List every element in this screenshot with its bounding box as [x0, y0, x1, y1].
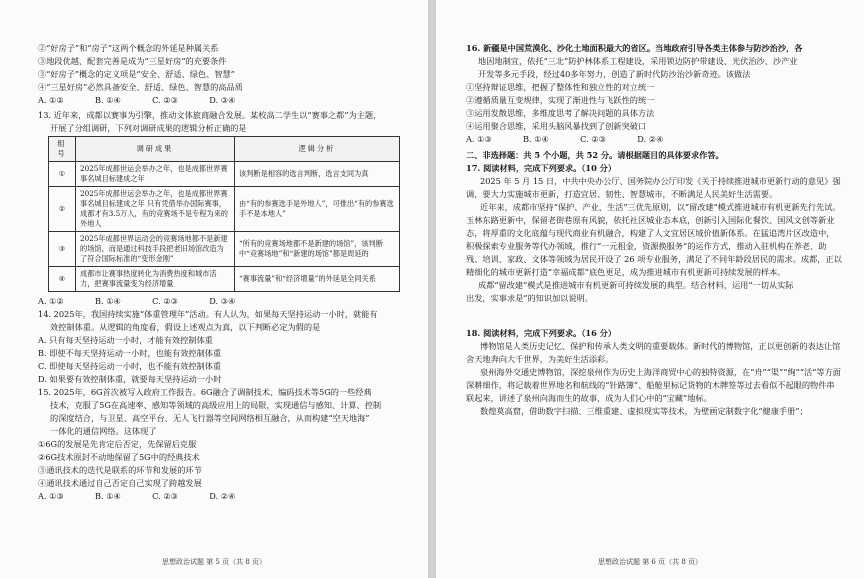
q16-option: ④运用聚合思维，采用头脑风暴找到了创新突破口 [466, 121, 647, 131]
question-17 [466, 162, 842, 305]
q12-options [38, 42, 408, 107]
table-cell-result: 2025年成都世运会举办之年，也是成都世界赛事名城目标建成之年 [76, 162, 235, 187]
q14-option: A. 只有每天坚持运动一小时，才能有效控制体重 [38, 335, 213, 345]
table-header-row [49, 137, 400, 162]
q12-answer-choices: A. ①② B. ①④ C. ②③ D. ③④ [38, 95, 236, 105]
q15-stem-line: 一体化的通信网络。这体现了 [50, 426, 157, 436]
q15-option: ③通讯技术的迭代是联系的环节和发展的环节 [38, 465, 202, 475]
table-cell-group: ③ [49, 232, 76, 267]
q16-answer-choices: A. ①③ B. ①④ C. ②③ D. ②④ [466, 134, 664, 144]
table-cell-group: ④ [49, 267, 76, 292]
answer-space [466, 305, 842, 327]
table-cell-analysis: “赛事流量”和“经济增量”的外延是全同关系 [235, 267, 400, 292]
exam-page-5 [0, 0, 428, 578]
question-14 [38, 308, 408, 386]
q16-option: ③运用发散思维，多维度思考了解决问题的具体方法 [466, 108, 655, 118]
q18-material-paragraph: 博物馆是人类历史记忆、保护和传承人类文明的重要载体。新时代的博物馆，正以更创新的表达让馆舍天地奔向大千世界，为美好生活添彩。 [466, 341, 841, 364]
table-row [49, 232, 400, 267]
q13-answer-choices: A. ①② B. ①④ C. ②③ D. ③④ [38, 296, 236, 306]
table-row [49, 162, 400, 187]
table-header-cell: 组号 [49, 137, 76, 162]
q16-stem-line: 开发等多元手段，经过40多年努力，创造了新时代防沙治沙新奇迹。该做法 [478, 69, 751, 79]
q12-option: ②“好房子”和“房子”这两个概念的外延是种属关系 [38, 43, 219, 53]
q14-option: C. 即使每天坚持运动一小时，也不能有效控制体重 [38, 361, 222, 371]
q15-option: ①6G的发展是先肯定后否定，先保留后克服 [38, 439, 197, 449]
q18-heading: 18. 阅读材料，完成下列要求。（16 分） [466, 328, 617, 338]
table-cell-analysis: “所有的竞赛场地都不是新建的场馆”，该判断中“竞赛场地”和“新建的场馆”都是周延的 [235, 232, 400, 267]
question-16 [466, 42, 842, 146]
q18-material-paragraph: 泉州海外交通史博物馆，深挖泉州作为历史上海洋商贸中心的独特资源，在“舟”“渠”“绚”“活”等方面深耕细作，将记载着世界地名和航线的“针路簿”、船舱里标记货物的木牌签等过去看似不起眼的物件串联起来，讲述了泉州向海而生的故事，成为人们心中的“宝藏”地标。 [466, 367, 841, 403]
q17-material-paragraph: 2025 年 5 月 15 日，中共中央办公厅、国务院办公厅印发《关于持续推进城市更新行动的意见》强调，要大力实施城市更新，打造宜居、韧性、智慧城市，不断满足人民美好生活需要。 [466, 176, 841, 199]
q18-material-paragraph: 数煌莫高窟，借助数字扫描、三维重建、虚拟现实等技术，为壁画定制数字化“健康手册”； [480, 406, 808, 416]
table-cell-result: 成都市让赛事热度转化为消费热度和城市活力，把赛事流量变为经济增量 [76, 267, 235, 292]
table-cell-result: 2025年成都世运会举办之年，也是成都世界赛事名城目标建成之年 只有凭借举办国际赛事，成都才有3.5万人，有的竞赛场不是专程为来的外地人 [76, 187, 235, 232]
q15-option: ②6G技术原封不动地保留了5G中的经典技术 [38, 452, 200, 462]
question-18 [466, 327, 842, 418]
q17-heading: 17. 阅读材料，完成下列要求。（10 分） [466, 163, 617, 173]
q14-stem-line: 14. 2025年，我国持续实施“体重管理年”活动。有人认为，如果每天坚持运动一小时，就能有 [38, 309, 378, 319]
q12-option: ③“好房子”概念的定义项是“安全、舒适、绿色、智慧” [38, 69, 235, 79]
table-cell-group: ① [49, 162, 76, 187]
q15-option: ④通讯技术通过自己否定自己实现了跨越发展 [38, 478, 202, 488]
table-row [49, 187, 400, 232]
q17-material-paragraph: 近年来，成都市坚持“保护、产业、生活”三优先原则，以“留改建”模式推进城市有机更新先行先试。玉林东路更新中，保留老街巷原有风貌，依托社区城业态本底，创新引入国际化餐饮、国风文创等新业态，将厚重的文化底蕴与现代商业有机融合，构建了人文宜居区域价值新体系。在猛追湾片区改造中，积极探索专业服务等代办领域，推行“一元租金，资源换服务”的运作方式，推动入驻机构在养老、助残、培训、家政、文体等领域为居民开设了 26 项专业服务，满足了不同年龄段居民的需求。成都，正以精细化的城市更新打造“幸福成都”底色更足，成为推进城市有机更新可持续发展的样本。 [466, 202, 842, 277]
exam-page-6 [436, 0, 864, 578]
table-cell-analysis: 由“有的参赛选手是外地人”，可推出“有的参赛选手不是本地人” [235, 187, 400, 232]
q15-stem-line: 15. 2025年，6G首次被写入政府工作报告。6G融合了调制技术、编码技术等5G的一些经典 [38, 387, 372, 397]
table-header-cell: 逻辑分析 [235, 137, 400, 162]
q16-stem-line: 地因地制宜，依托“三北”防护林体系工程建设，采用锁边防护带建设、光伏治沙、沙产业 [478, 56, 798, 66]
q13-logic-table [48, 136, 400, 292]
table-header-cell: 调研成果 [76, 137, 235, 162]
q13-stem-line: 开展了分组调研，下列对调研成果的逻辑分析正确的是 [50, 123, 247, 133]
question-15 [38, 386, 408, 503]
q15-answer-choices: A. ①③ B. ①④ C. ②③ D. ②④ [38, 491, 236, 501]
question-13 [38, 109, 408, 308]
page-footer: 思想政治试题 第 5 页（共 8 页） [161, 558, 267, 566]
section-heading: 二、非选择题：共 5 个小题，共 52 分。请根据题目的具体要求作答。 [466, 150, 724, 160]
table-cell-analysis: 该判断是相容的选言判断，选言支同为真 [235, 162, 400, 187]
q13-stem-line: 13. 近年来，成都以赛事为引擎，推动文体旅商融合发展。某校高二学生以“赛事之都”为主题， [38, 110, 382, 120]
q16-option: ②遵循质量互变规律，实现了渐进性与飞跃性的统一 [466, 95, 655, 105]
q17-task-line: 成都“留改建”模式是推进城市有机更新可持续发展的典型。结合材料，运用“一切从实际 [478, 280, 794, 290]
page-footer: 思想政治试题 第 6 页（共 8 页） [597, 558, 703, 566]
table-cell-group: ② [49, 187, 76, 232]
q14-option: B. 即使不每天坚持运动一小时，也能有效控制体重 [38, 348, 222, 358]
table-row [49, 267, 400, 292]
q12-option: ④“三星好房”必然具备安全、舒适、绿色、智慧的高品质 [38, 82, 243, 92]
q16-stem-line: 16. 新疆是中国荒漠化、沙化土地面积最大的省区。当地政府引导各类主体参与防沙治沙，各 [466, 43, 803, 53]
q17-task-line: 出发，实事求是”的知识加以说明。 [466, 293, 593, 303]
q15-stem-line: 技术，克服了5G在高速率、感知等领域的高级应用上的局限，实现通信与感知、计算、控制 [50, 400, 382, 410]
page-gutter [428, 0, 436, 578]
q14-stem-line: 效控制体重。从逻辑的角度看，假设上述观点为真，以下判断必定为假的是 [50, 322, 321, 332]
table-cell-result: 2025年成都世界运动会的竞赛场地都不是新建的场馆，而是通过科技手段把老旧场馆改造为了符合国际标准的“变形金刚” [76, 232, 235, 267]
q12-option: ③地段优越、配套完善是成为“三星好房”的充要条件 [38, 56, 227, 66]
q16-option: ①坚持辩证思维，把握了整体性和独立性的对立统一 [466, 82, 655, 92]
q15-stem-line: 的深度结合，与卫星、高空平台、无人飞行器等空间网络相互融合，从而构建“空天地海” [50, 413, 370, 423]
q14-option: D. 如果要有效控制体重，就要每天坚持运动一小时 [38, 374, 222, 384]
